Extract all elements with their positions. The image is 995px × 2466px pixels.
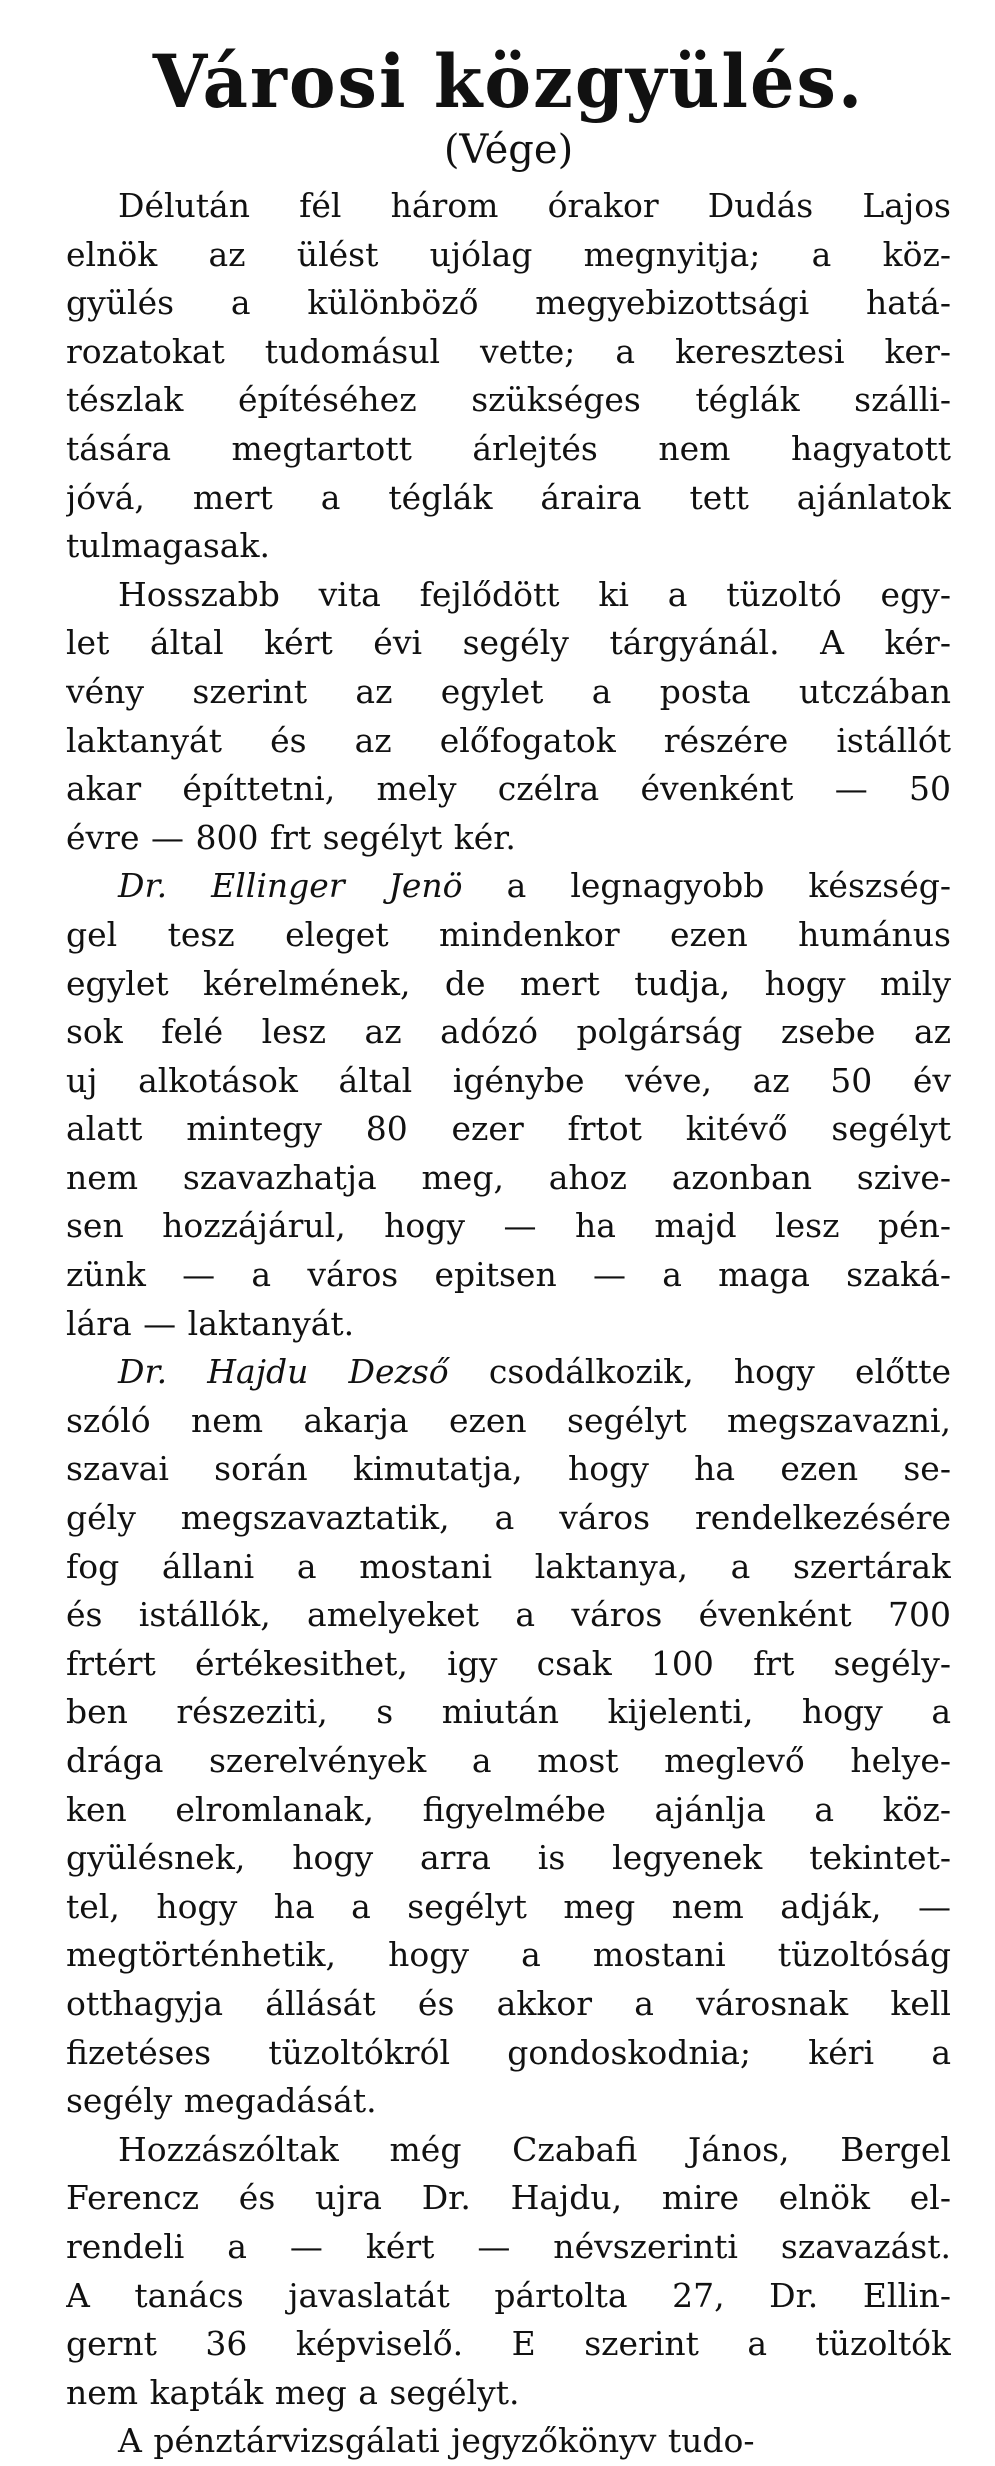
paragraph-2 [66,571,951,863]
text-line: A pénztárvizsgálati jegyzőkönyv tudo- [118,2421,755,2461]
text-line: ken elromlanak, figyelmébe ajánlja a köz- [66,1789,951,1829]
text-line: vény szerint az egylet a posta utczában [66,671,951,711]
speaker-name: Dr. Hajdu Dezső [118,1352,449,1392]
text-line: nem kapták meg a segélyt. [66,2372,520,2412]
text-line: Hozzászóltak még Czabafi János, Bergel [118,2129,951,2169]
paragraph-1 [66,182,951,571]
text-line: sen hozzájárul, hogy — ha majd lesz pén- [66,1206,951,1246]
text-line: uj alkotások által igénybe véve, az 50 év [66,1060,951,1100]
text-line: frtért értékesithet, igy csak 100 frt segély- [66,1643,951,1683]
text-line: fizetéses tüzoltókról gondoskodnia; kéri a [66,2032,951,2072]
text-line: rozatokat tudomásul vette; a keresztesi ker- [66,331,951,371]
speaker-name: Dr. Ellinger Jenö [118,866,463,906]
text-line: tására megtartott árlejtés nem hagyatott [66,428,951,468]
article-title: Városi közgyülés. [152,37,865,126]
text-line: zünk — a város epitsen — a maga szaká- [66,1255,951,1295]
text-line: gély megszavaztatik, a város rendelkezésére [66,1498,951,1538]
text-line: évre — 800 frt segélyt kér. [66,817,516,857]
text-line: és istállók, amelyeket a város évenként 700 [66,1595,951,1635]
text-line: Ferencz és ujra Dr. Hajdu, mire elnök el- [66,2178,951,2218]
text-line: let által kért évi segély tárgyánál. A kér- [66,623,951,663]
text-line: A tanács javaslatát pártolta 27, Dr. Ellin- [66,2275,951,2315]
paragraph-4 [66,1348,951,2126]
text-line: alatt mintegy 80 ezer frtot kitévő segélyt [66,1109,951,1149]
text-line: egylet kérelmének, de mert tudja, hogy mily [66,963,951,1003]
text-line [66,1348,951,1397]
text-line: szóló nem akarja ezen segélyt megszavazni, [66,1400,951,1440]
text-line: ben részeziti, s miután kijelenti, hogy a [66,1692,951,1732]
text-line: gyülésnek, hogy arra is legyenek tekintet- [66,1838,951,1878]
text-line: rendeli a — kért — névszerinti szavazást. [66,2226,951,2266]
text-line: otthagyja állását és akkor a városnak kell [66,1983,951,2023]
text-line: gernt 36 képviselő. E szerint a tüzoltók [66,2324,951,2364]
text-line: jóvá, mert a téglák áraira tett ajánlatok [66,477,951,517]
text-fragment: a legnagyobb készség- [462,866,951,906]
text-line: tulmagasak. [66,526,270,566]
text-fragment: csodálkozik, hogy előtte [448,1352,951,1392]
text-line: nem szavazhatja meg, ahoz azonban szive- [66,1157,951,1197]
text-line: lára — laktanyát. [66,1303,355,1343]
text-line: akar építtetni, mely czélra évenként — 50 [66,769,951,809]
text-line: szavai során kimutatja, hogy ha ezen se- [66,1449,951,1489]
text-line: gel tesz eleget mindenkor ezen humánus [66,914,951,954]
text-line: segély megadását. [66,2081,377,2121]
text-line: tészlak építéséhez szükséges téglák szálli- [66,380,951,420]
text-line: elnök az ülést ujólag megnyitja; a köz- [66,234,951,274]
text-line: fog állani a mostani laktanya, a szertárak [66,1546,951,1586]
text-line: Hosszabb vita fejlődött ki a tüzoltó egy- [118,574,951,614]
text-line [66,862,951,911]
text-line: tel, hogy ha a segélyt meg nem adják, — [66,1886,951,1926]
paragraph-3 [66,862,951,1348]
article-subtitle: (Vége) [443,127,574,173]
text-line: laktanyát és az előfogatok részére istállót [66,720,951,760]
text-line: Délután fél három órakor Dudás Lajos [118,186,951,225]
text-line: drága szerelvények a most meglevő helye- [66,1741,951,1780]
text-line: sok felé lesz az adózó polgárság zsebe az [66,1012,951,1052]
text-line: megtörténhetik, hogy a mostani tüzoltóság [66,1935,951,1975]
paragraph-5 [66,2126,951,2466]
text-line: gyülés a különböző megyebizottsági hatá- [66,283,951,323]
